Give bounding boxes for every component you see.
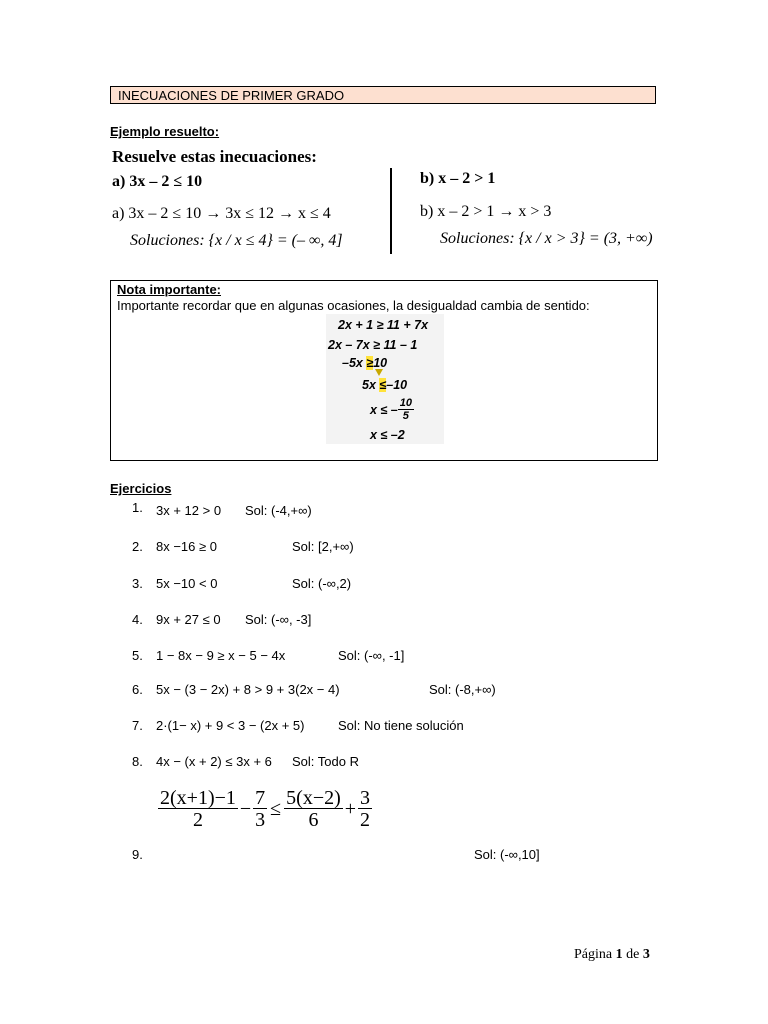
- exercise-expression: 4x − (x + 2) ≤ 3x + 6: [156, 754, 272, 769]
- exercises-heading: Ejercicios: [110, 481, 172, 496]
- exercise-expression: 8x −16 ≥ 0: [156, 539, 217, 554]
- exercise-expression: 5x − (3 − 2x) + 8 > 9 + 3(2x − 4): [156, 682, 340, 697]
- exercise-number: 8.: [132, 754, 143, 769]
- exercise-solution: Sol: Todo R: [292, 754, 359, 769]
- exercise-expression: 3x + 12 > 0: [156, 503, 222, 518]
- exercise-number: 4.: [132, 612, 143, 627]
- example-a-statement: a) 3x – 2 ≤ 10: [112, 173, 203, 190]
- exercise-solution: Sol: (-8,+∞): [429, 682, 496, 697]
- example-b-statement: b) x – 2 > 1: [420, 170, 496, 187]
- note-math-line5: x ≤ – $\frac{10}{5}$: [370, 397, 412, 422]
- exercise-solution: Sol: (-4,+∞): [245, 503, 312, 518]
- exercise-number: 6.: [132, 682, 143, 697]
- note-math-line1: 2x + 1 ≥ 11 + 7x: [338, 318, 429, 332]
- exercise-number: 7.: [132, 718, 143, 733]
- note-math-line6: x ≤ –2: [370, 428, 405, 442]
- note-math-image: [326, 314, 444, 444]
- exercise-number: 1.: [132, 500, 143, 515]
- example-a-solution: Soluciones: {x / x ≤ 4} = (– ∞, 4]: [130, 232, 343, 249]
- exercise-expression: 1 − 8x − 9 ≥ x − 5 − 4x: [156, 648, 286, 663]
- note-math-line3: –5x ≥10: [342, 356, 388, 370]
- exercise-9-formula: $\frac{2(x+1)-1}{2}$ − $\frac{7}{3}$ ≤ $\frac{5(x-2)}{6}$ + $\frac{3}{2}$: [160, 787, 371, 831]
- example-b-solution: Soluciones: {x / x > 3} = (3, +∞): [440, 230, 653, 247]
- exercise-solution: Sol: (-∞, -3]: [245, 612, 312, 627]
- page-title: INECUACIONES DE PRIMER GRADO: [110, 86, 656, 104]
- note-text: Importante recordar que en algunas ocasiones, la desigualdad cambia de sentido:: [117, 298, 590, 313]
- exercise-number: 9.: [132, 847, 143, 862]
- note-math-line2: 2x – 7x ≥ 11 – 1: [328, 338, 418, 352]
- exercise-solution: Sol: (-∞, -1]: [338, 648, 405, 663]
- exercise-number: 2.: [132, 539, 143, 554]
- example-heading: Ejemplo resuelto:: [110, 124, 220, 139]
- example-b-steps: b) x – 2 > 1 → x > 3: [420, 203, 552, 220]
- exercise-number: 5.: [132, 648, 143, 663]
- exercise-solution: Sol: [2,+∞): [292, 539, 354, 554]
- exercise-expression: 2·(1− x) + 9 < 3 − (2x + 5): [156, 718, 305, 733]
- exercise-solution: Sol: No tiene solución: [338, 718, 464, 733]
- example-prompt: Resuelve estas inecuaciones:: [112, 147, 317, 166]
- arrow-down-icon: [375, 369, 383, 376]
- note-math-line4: 5x ≤–10: [362, 378, 408, 392]
- exercise-expression: 5x −10 < 0: [156, 576, 218, 591]
- exercise-number: 3.: [132, 576, 143, 591]
- divider: [390, 168, 392, 254]
- exercise-expression: 9x + 27 ≤ 0: [156, 612, 221, 627]
- example-a-steps: a) 3x – 2 ≤ 10 → 3x ≤ 12 → x ≤ 4: [112, 205, 331, 222]
- note-heading: Nota importante:: [117, 282, 221, 297]
- exercise-solution: Sol: (-∞,2): [292, 576, 352, 591]
- exercise-solution: Sol: (-∞,10]: [474, 847, 540, 862]
- page-number: Página 1 de 3: [574, 947, 650, 962]
